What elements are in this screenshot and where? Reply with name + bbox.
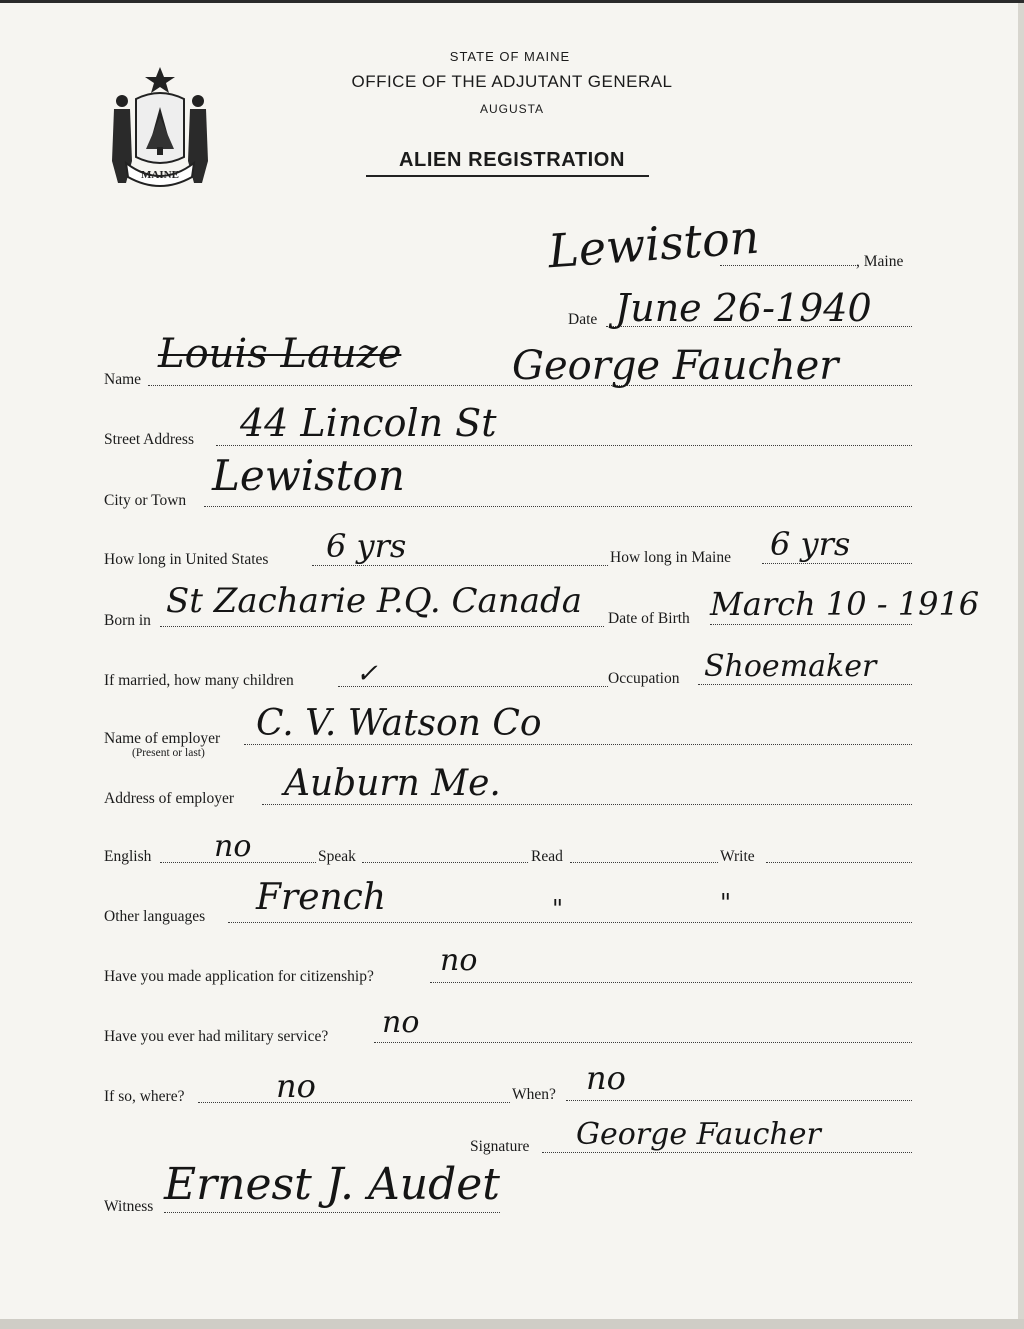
employer-dots [244, 744, 912, 745]
date-of-birth-label: Date of Birth [608, 610, 690, 627]
born-in-label: Born in [104, 612, 151, 629]
write-dots [766, 862, 912, 863]
city-dots [204, 506, 912, 507]
military-label: Have you ever had military service? [104, 1028, 329, 1045]
page-edge-bottom [0, 1319, 1024, 1329]
when-entry: no [586, 1059, 626, 1097]
when-label: When? [512, 1086, 556, 1103]
town-entry: Lewiston [546, 209, 761, 279]
other-languages-dots [228, 922, 912, 923]
occupation-dots [698, 684, 912, 685]
header-state: STATE OF MAINE [449, 49, 571, 64]
citizenship-dots [430, 982, 912, 983]
english-label: English [104, 848, 152, 865]
how-long-us-entry: 6 yrs [326, 527, 407, 565]
employer-address-label: Address of employer [104, 790, 234, 807]
signature-dots [542, 1152, 912, 1153]
english-entry: no [214, 829, 252, 864]
citizenship-label: Have you made application for citizenship? [104, 968, 374, 985]
city-entry: Lewiston [212, 451, 405, 500]
other-languages-entry: French [256, 877, 387, 918]
write-label: Write [720, 848, 755, 865]
children-dots [338, 686, 608, 687]
form-title: ALIEN REGISTRATION [399, 149, 625, 171]
where-dots [198, 1102, 510, 1103]
signature-label: Signature [470, 1138, 530, 1155]
town-dots [720, 265, 856, 266]
svg-text:MAINE: MAINE [141, 169, 179, 181]
military-dots [374, 1042, 912, 1043]
name-entry: George Faucher [512, 343, 839, 389]
how-long-us-dots [312, 565, 608, 566]
employer-label: Name of employer [104, 730, 221, 747]
employer-address-dots [262, 804, 912, 805]
other-languages-label: Other languages [104, 908, 206, 925]
where-entry: no [276, 1067, 316, 1105]
speak-dots [362, 862, 528, 863]
where-label: If so, where? [104, 1088, 185, 1105]
struck-name-entry: Louis Lauze [158, 331, 402, 377]
signature-entry: George Faucher [576, 1117, 821, 1152]
read-dots [570, 862, 718, 863]
street-dots [216, 445, 912, 446]
how-long-maine-dots [762, 563, 912, 564]
speak-ditto-mark: " [552, 895, 564, 923]
street-entry: 44 Lincoln St [240, 401, 497, 445]
occupation-label: Occupation [608, 670, 680, 687]
speak-label: Speak [318, 848, 356, 865]
citizenship-entry: no [440, 943, 478, 978]
occupation-entry: Shoemaker [704, 649, 877, 684]
header-city: AUGUSTA [479, 102, 545, 116]
employer-entry: C. V. Watson Co [256, 703, 542, 744]
how-long-maine-entry: 6 yrs [770, 525, 851, 563]
employer-note: (Present or last) [132, 747, 205, 759]
how-long-us-label: How long in United States [104, 551, 269, 568]
date-entry: June 26-1940 [615, 286, 872, 330]
date-label: Date [568, 311, 598, 328]
date-of-birth-entry: March 10 - 1916 [710, 585, 980, 623]
born-in-entry: St Zacharie P.Q. Canada [166, 581, 583, 621]
city-label: City or Town [104, 492, 187, 509]
header-office: OFFICE OF THE ADJUTANT GENERAL [351, 72, 673, 91]
read-label: Read [531, 848, 563, 865]
military-entry: no [382, 1005, 420, 1040]
title-underline [366, 175, 649, 177]
witness-entry: Ernest J. Audet [164, 1159, 500, 1210]
children-entry: ✓ [356, 659, 378, 689]
when-dots [566, 1100, 912, 1101]
witness-dots [164, 1212, 500, 1213]
name-label: Name [104, 371, 142, 388]
how-long-maine-label: How long in Maine [610, 549, 731, 566]
born-in-dots [160, 626, 604, 627]
children-label: If married, how many children [104, 672, 294, 689]
witness-label: Witness [104, 1198, 154, 1215]
date-of-birth-dots [710, 624, 912, 625]
maine-label: , Maine [856, 253, 904, 270]
employer-address-entry: Auburn Me. [284, 763, 501, 804]
page-edge-right [1018, 3, 1024, 1329]
read-ditto-mark: " [720, 889, 732, 917]
street-label: Street Address [104, 431, 194, 448]
